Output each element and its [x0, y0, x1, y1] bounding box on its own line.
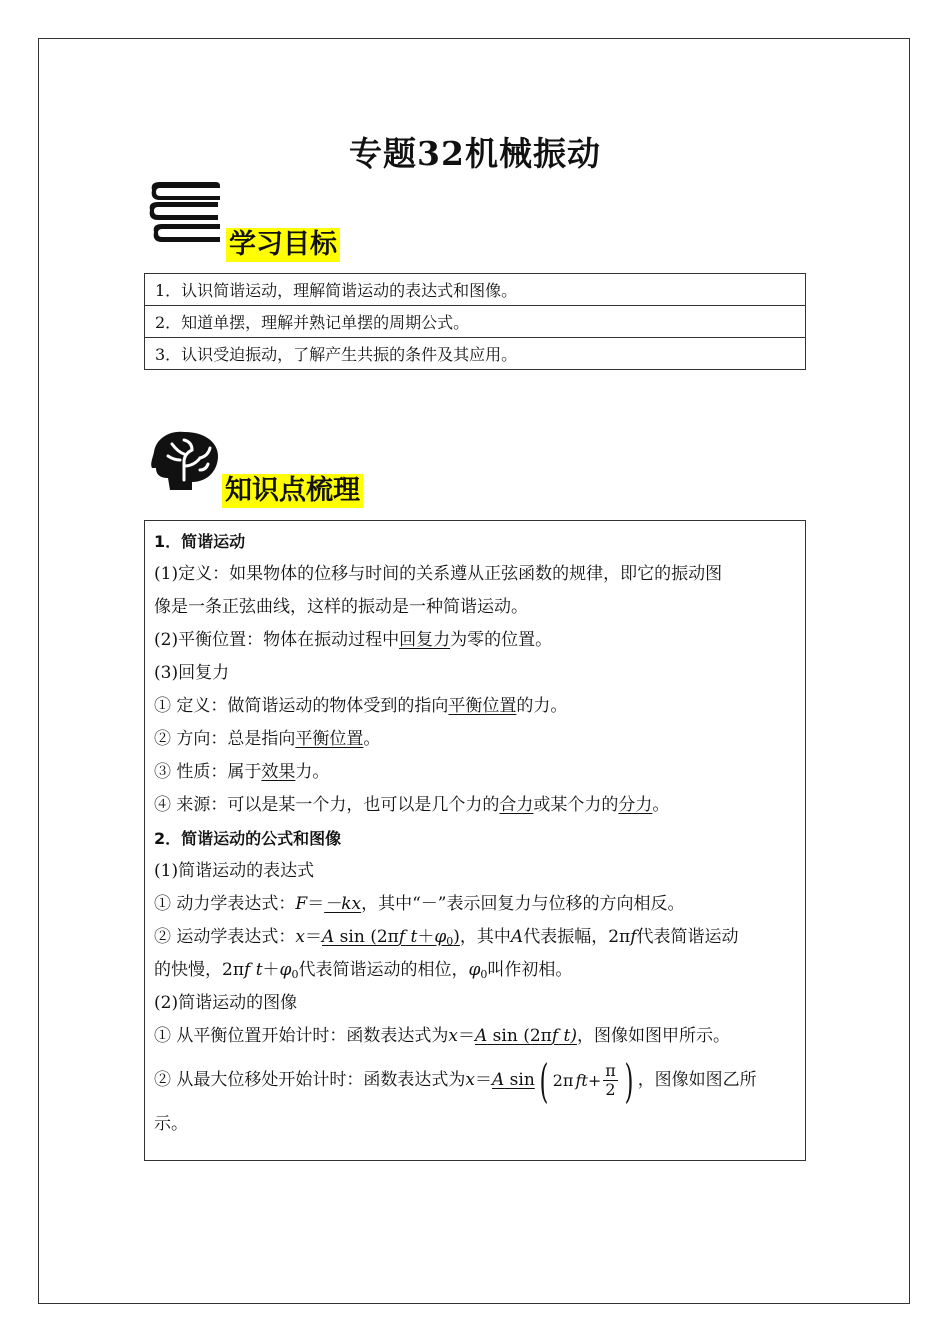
var-a: A	[322, 927, 335, 947]
graph-item-2-tail: 示。	[154, 1114, 188, 1134]
var-t: t	[250, 960, 263, 980]
table-row	[145, 306, 806, 338]
var-ft: ft	[575, 1071, 588, 1090]
blank-answer	[492, 1053, 535, 1108]
text: 叫作初相。	[487, 960, 573, 980]
text: ① 定义：做简谐运动的物体受到的指向	[154, 696, 449, 716]
text: sin	[504, 1070, 535, 1090]
denominator: 2	[605, 1080, 616, 1099]
text: ，其中“－”表示回复力与位移的方向相反。	[361, 894, 685, 914]
text: ④ 来源：可以是某一个力，也可以是几个力的	[154, 795, 500, 815]
subscript: 0	[291, 968, 299, 981]
blank-answer: －kx	[324, 894, 362, 914]
text: 力。	[295, 762, 330, 782]
text: sin (2π	[487, 1026, 552, 1046]
text: 代表振幅，2π	[523, 927, 631, 947]
parenthesized-expression	[535, 1053, 638, 1108]
books-icon	[146, 180, 222, 250]
text: 的力。	[516, 696, 568, 716]
right-paren: )	[624, 1053, 634, 1108]
text: 代表简谐运动	[636, 927, 739, 947]
var-phi: φ	[468, 960, 481, 980]
text: ＝	[458, 1026, 475, 1046]
restoring-item-2	[154, 723, 797, 756]
blank-answer: 回复力	[399, 630, 451, 650]
brain-icon	[148, 430, 222, 492]
blank-answer: 平衡位置	[448, 696, 517, 716]
kinematics-expression-1	[154, 921, 797, 954]
text: ＋	[417, 927, 435, 947]
fraction	[603, 1062, 618, 1099]
text: sin (2π	[334, 927, 399, 947]
var-x: x	[295, 927, 305, 947]
goal-item: 2．知道单摆，理解并熟记单摆的周期公式。	[145, 306, 806, 338]
text: ，图像如图乙所	[637, 1070, 757, 1090]
var-x: x	[465, 1070, 475, 1090]
restoring-item-1	[154, 690, 797, 723]
subscript: 0	[446, 935, 454, 948]
text: 。	[652, 795, 670, 815]
equilibrium-line	[154, 624, 797, 657]
restoring-item-3	[154, 756, 797, 789]
var-f: f	[551, 1026, 559, 1046]
goal-item: 3．认识受迫振动，了解产生共振的条件及其应用。	[145, 338, 806, 370]
blank-answer: 效果	[261, 762, 296, 782]
text: ① 从平衡位置开始计时：函数表达式为	[154, 1026, 449, 1046]
page-title: 专题32机械振动	[349, 134, 601, 173]
table-row	[145, 338, 806, 370]
subsection-title: 2．简谐运动的公式和图像	[154, 829, 342, 848]
numerator: π	[605, 1061, 616, 1080]
text: 的快慢，2π	[154, 960, 244, 980]
var-a: A	[492, 1070, 505, 1090]
subscript: 0	[480, 968, 488, 981]
text: ＝	[307, 894, 325, 914]
text: )	[453, 927, 460, 947]
text: 代表简谐运动的相位，	[298, 960, 469, 980]
var-f: f	[630, 927, 637, 947]
definition-line-1: (1)定义：如果物体的位移与时间的关系遵从正弦函数的规律，即它的振动图	[154, 564, 723, 584]
var-phi: φ	[434, 927, 447, 947]
plus-sign: +	[587, 1071, 602, 1090]
text: 或某个力的	[533, 795, 619, 815]
text: ② 运动学表达式：	[154, 927, 296, 947]
restoring-item-4	[154, 789, 797, 822]
var-t: t	[405, 927, 418, 947]
blank-answer: 合力	[499, 795, 534, 815]
text: ＋	[262, 960, 280, 980]
blank-answer	[322, 927, 460, 947]
blank-answer: 平衡位置	[295, 729, 364, 749]
dynamics-expression	[154, 888, 797, 921]
text: ，其中	[459, 927, 511, 947]
text: 为零的位置。	[450, 630, 553, 650]
text: (2)平衡位置：物体在振动过程中	[154, 630, 400, 650]
blank-answer	[475, 1026, 577, 1046]
restoring-force-title: (3)回复力	[154, 663, 230, 683]
var-f: f	[398, 927, 406, 947]
table-row	[145, 274, 806, 306]
text: ＝	[475, 1070, 492, 1090]
goals-heading: 学习目标	[226, 228, 340, 262]
text: ＝	[305, 927, 322, 947]
var-f: F	[295, 894, 308, 914]
left-paren: (	[539, 1053, 549, 1108]
knowledge-heading: 知识点梳理	[222, 474, 363, 508]
text: ② 方向：总是指向	[154, 729, 296, 749]
var-a: A	[475, 1026, 488, 1046]
knowledge-box	[144, 520, 806, 1161]
blank-answer: 分力	[618, 795, 653, 815]
graph-item-1	[154, 1020, 797, 1053]
kinematics-expression-2	[154, 954, 797, 987]
var-x: x	[448, 1026, 458, 1046]
text: ① 动力学表达式：	[154, 894, 296, 914]
goals-table	[144, 273, 806, 370]
text: 2π	[552, 1071, 574, 1090]
graph-title: (2)简谐运动的图像	[154, 993, 298, 1013]
var-phi: φ	[279, 960, 292, 980]
subsection-title: 1．简谐运动	[154, 532, 246, 551]
var-t: t)	[558, 1026, 577, 1046]
text: ，图像如图甲所示。	[577, 1026, 730, 1046]
var-f: f	[244, 960, 251, 980]
text: 。	[363, 729, 381, 749]
text: ③ 性质：属于	[154, 762, 262, 782]
goal-item: 1．认识简谐运动，理解简谐运动的表达式和图像。	[145, 274, 806, 306]
text: ② 从最大位移处开始计时：函数表达式为	[154, 1070, 466, 1090]
var-a: A	[510, 927, 524, 947]
definition-line-2: 像是一条正弦曲线，这样的振动是一种简谐运动。	[154, 597, 528, 617]
expression-title: (1)简谐运动的表达式	[154, 861, 315, 881]
graph-item-2	[154, 1053, 797, 1108]
